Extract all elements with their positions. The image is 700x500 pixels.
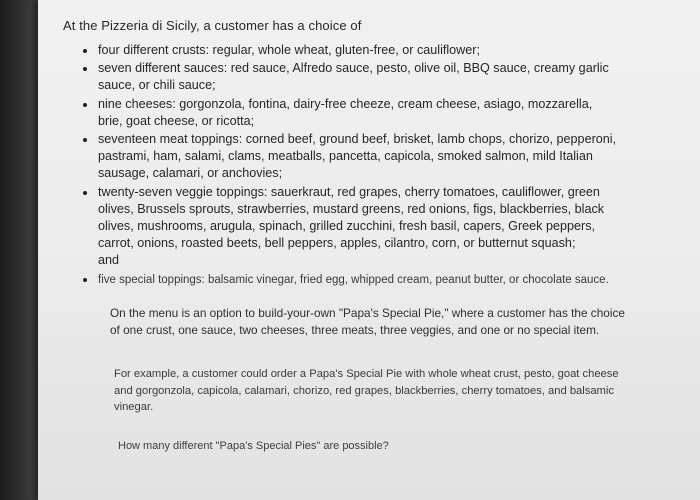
list-item-text: four different crusts: regular, whole wheat, gluten-free, or cauliflower;	[98, 43, 480, 57]
and-connector: and	[98, 253, 120, 268]
list-item-crusts	[83, 42, 618, 59]
list-item-text: seven different sauces: red sauce, Alfredo sauce, pesto, olive oil, BBQ sauce, creamy garlic sauce, or chili sauce;	[98, 61, 609, 93]
menu-option-paragraph: On the menu is an option to build-your-own "Papa's Special Pie," where a customer has the choice of one crust, one sauce, two cheeses, three meats, three veggies, and one or no special item.	[110, 306, 625, 337]
list-item-text: nine cheeses: gorgonzola, fontina, dairy-free cheeze, cream cheese, asiago, mozzarella, brie, goat cheese, or ricotta;	[98, 96, 593, 128]
list-item-veggies	[83, 184, 618, 270]
intro-text: At the Pizzeria di Sicily, a customer has a choice of	[63, 18, 362, 33]
list-item-cheeses	[83, 96, 618, 130]
list-item-text: twenty-seven veggie toppings: sauerkraut, red grapes, cherry tomatoes, cauliflower, green olives, Brussels sprouts, strawberries, mustard greens, red onions, figs, blackberries, black olives, mushrooms, arugula, spinach, grilled zucchini, fresh basil, capers, Greek peppers, carrot, onions, roasted beets, bell peppers, apples, cilantro, corn, or butternut squash;	[98, 184, 605, 251]
list-item-sauces	[83, 60, 618, 94]
list-item-specials	[83, 271, 618, 289]
example-paragraph: For example, a customer could order a Papa's Special Pie with whole wheat crust, pesto, goat cheese and gorgonzola, capicola, calamari, chorizo, red grapes, blackberries, cherry tomatoes, and balsamic vinegar.	[114, 368, 619, 413]
choices-list	[83, 42, 618, 290]
list-item-text: seventeen meat toppings: corned beef, ground beef, brisket, lamb chops, chorizo, pepperoni, pastrami, ham, salami, clams, meatballs, pancetta, capicola, smoked salmon, mild Italian sausage, calamari, or anchovies;	[98, 132, 617, 181]
list-item-meats	[83, 131, 618, 183]
document-page	[38, 0, 700, 500]
list-item-text: five special toppings: balsamic vinegar, fried egg, whipped cream, peanut butter, or chocolate sauce.	[98, 273, 609, 286]
question-text: How many different "Papa's Special Pies" are possible?	[118, 440, 389, 452]
